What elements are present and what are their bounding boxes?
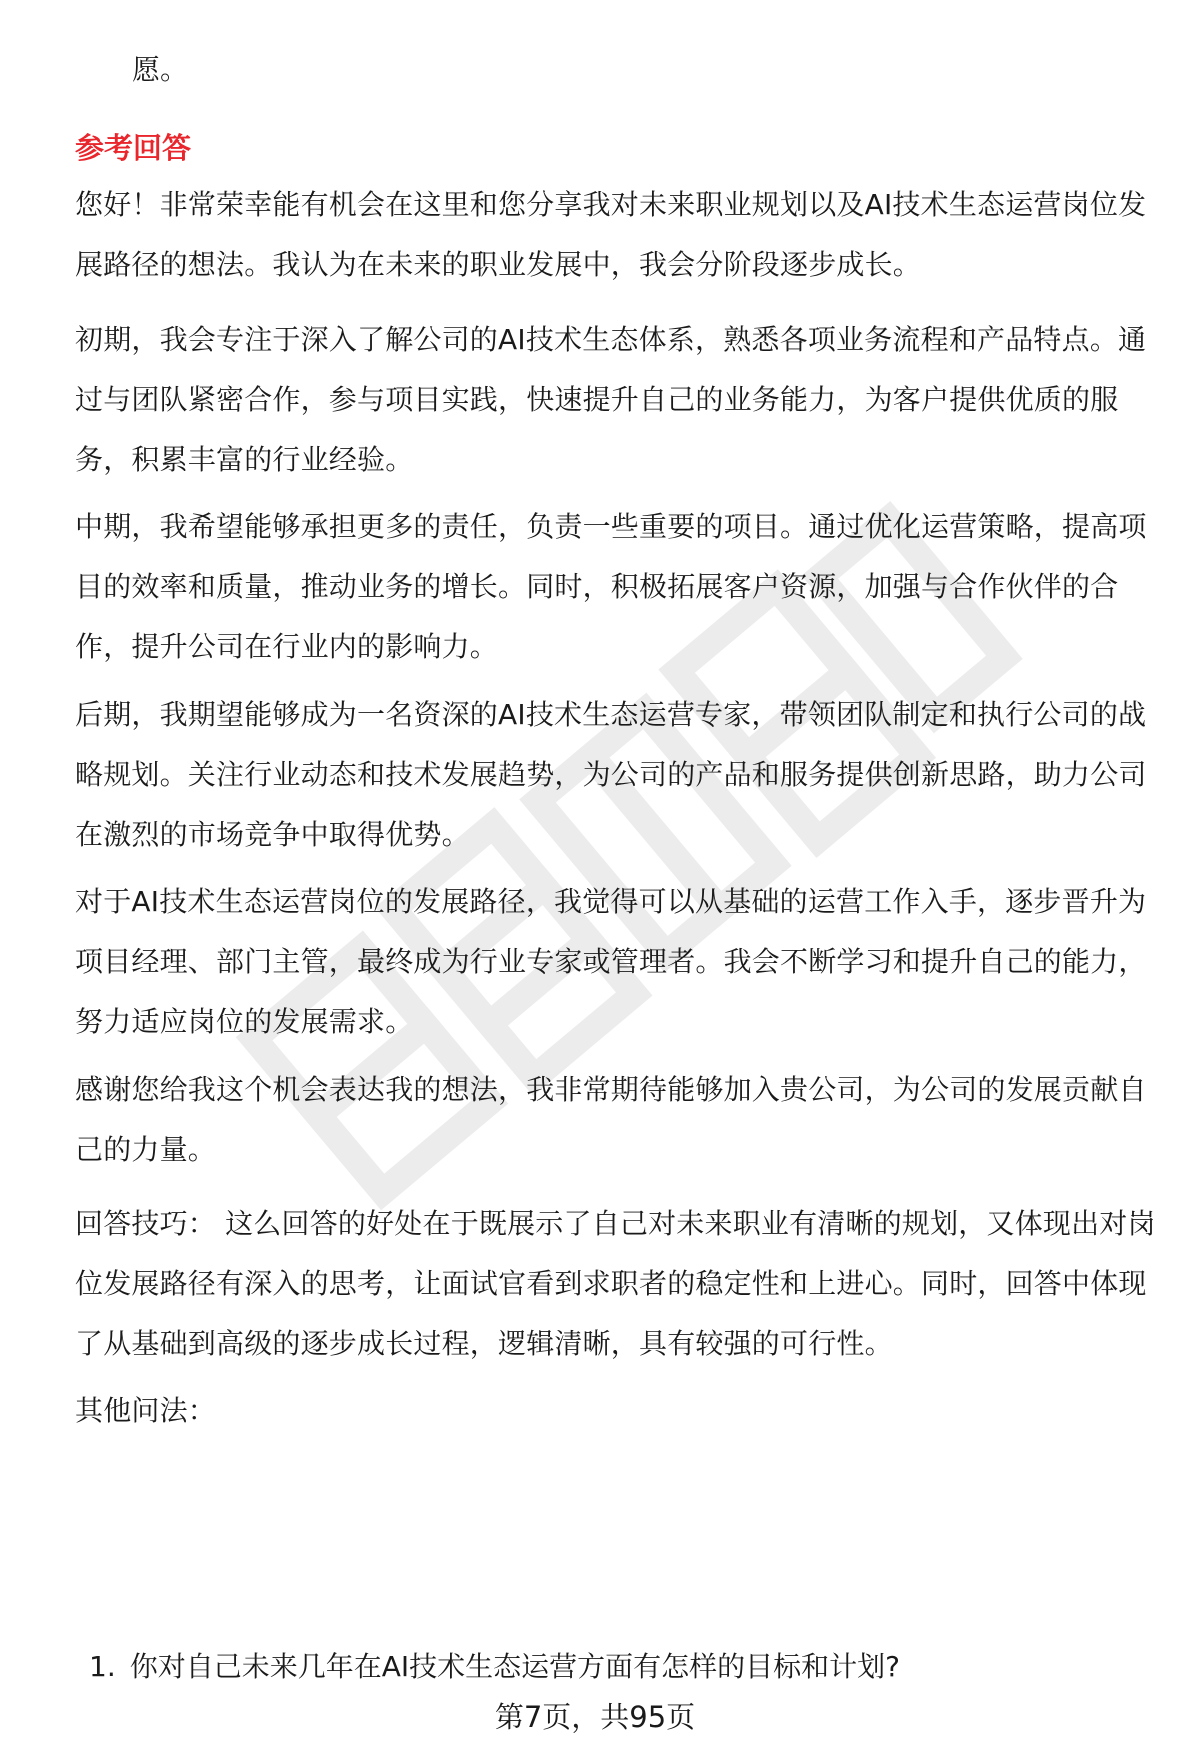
section-heading: 参考回答 <box>75 131 192 165</box>
page-number: 第7页，共95页 <box>494 1700 696 1734</box>
paragraph-tips: 回答技巧： 这么回答的好处在于既展示了自己对未来职业有清晰的规划，又体现出对岗位发展路径有深入的思考，让面试官看到求职者的稳定性和上进心。同时，回答中体现了从基础到高级的逐步成长过程，逻辑清晰，具有较强的可行性。 <box>75 1207 1156 1360</box>
list-item <box>89 1647 900 1687</box>
list-item-text: 你对自己未来几年在AI技术生态运营方面有怎样的目标和计划? <box>129 1650 900 1683</box>
paragraph-early: 初期，我会专注于深入了解公司的AI技术生态体系，熟悉各项业务流程和产品特点。通过与团队紧密合作，参与项目实践，快速提升自己的业务能力，为客户提供优质的服务，积累丰富的行业经验。 <box>75 323 1147 476</box>
paragraph-other: 其他问法： <box>75 1394 217 1427</box>
paragraph-late: 后期，我期望能够成为一名资深的AI技术生态运营专家，带领团队制定和执行公司的战略规划。关注行业动态和技术发展趋势，为公司的产品和服务提供创新思路，助力公司在激烈的市场竞争中取得优势。 <box>75 698 1147 851</box>
paragraph-intro: 您好！非常荣幸能有机会在这里和您分享我对未来职业规划以及AI技术生态运营岗位发展路径的想法。我认为在未来的职业发展中，我会分阶段逐步成长。 <box>75 188 1147 281</box>
paragraph-thanks: 感谢您给我这个机会表达我的想法，我非常期待能够加入贵公司，为公司的发展贡献自己的力量。 <box>75 1073 1147 1166</box>
paragraph-path: 对于AI技术生态运营岗位的发展路径，我觉得可以从基础的运营工作入手，逐步晋升为项目经理、部门主管，最终成为行业专家或管理者。我会不断学习和提升自己的能力，努力适应岗位的发展需求。 <box>75 885 1147 1038</box>
list-item-number: 1. <box>89 1650 116 1683</box>
paragraph-mid: 中期，我希望能够承担更多的责任，负责一些重要的项目。通过优化运营策略，提高项目的效率和质量，推动业务的增长。同时，积极拓展客户资源，加强与合作伙伴的合作，提升公司在行业内的影响力。 <box>75 510 1147 663</box>
continuation-text: 愿。 <box>132 53 189 86</box>
